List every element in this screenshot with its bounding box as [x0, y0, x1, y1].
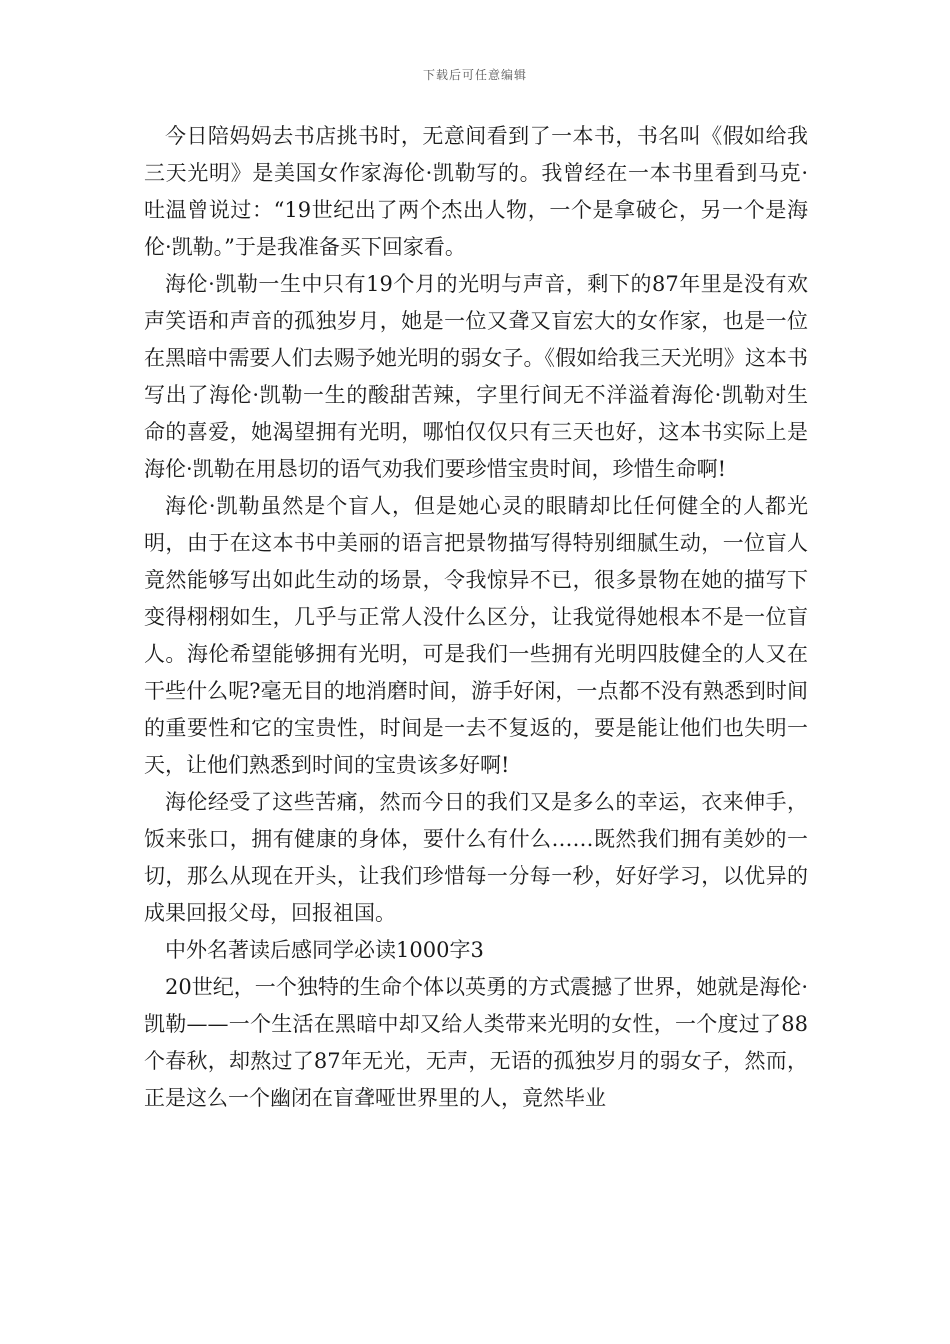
document-body	[144, 118, 808, 1117]
paragraph-3: 海伦·凯勒虽然是个盲人，但是她心灵的眼睛却比任何健全的人都光明，由于在这本书中美丽的语言把景物描写得特别细腻生动，一位盲人竟然能够写出如此生动的场景，令我惊异不已，很多景物在她的描写下变得栩栩如生，几乎与正常人没什么区分，让我觉得她根本不是一位盲人。海伦希望能够拥有光明，可是我们一些拥有光明四肢健全的人又在干些什么呢?毫无目的地消磨时间，游手好闲，一点都不没有熟悉到时间的重要性和它的宝贵性，时间是一去不复返的，要是能让他们也失明一天，让他们熟悉到时间的宝贵该多好啊!	[144, 494, 808, 777]
section-title: 中外名著读后感同学必读1000字3	[165, 938, 484, 962]
paragraph-1: 今日陪妈妈去书店挑书时，无意间看到了一本书，书名叫《假如给我三天光明》是美国女作家海伦·凯勒写的。我曾经在一本书里看到马克·吐温曾说过：“19世纪出了两个杰出人物，一个是拿破仑，另一个是海伦·凯勒。”于是我准备买下回家看。	[144, 124, 808, 259]
section-paragraph: 20世纪，一个独特的生命个体以英勇的方式震撼了世界，她就是海伦·凯勒——一个生活在黑暗中却又给人类带来光明的女性，一个度过了88个春秋，却熬过了87年无光，无声，无语的孤独岁月的弱女子，然而，正是这么一个幽闭在盲聋哑世界里的人，竟然毕业	[144, 975, 808, 1110]
page-header-note: 下载后可任意编辑	[422, 68, 527, 82]
paragraph-2: 海伦·凯勒一生中只有19个月的光明与声音，剩下的87年里是没有欢声笑语和声音的孤独岁月，她是一位又聋又盲宏大的女作家，也是一位在黑暗中需要人们去赐予她光明的弱女子。《假如给我三天光明》这本书写出了海伦·凯勒一生的酸甜苦辣，字里行间无不洋溢着海伦·凯勒对生命的喜爱，她渴望拥有光明，哪怕仅仅只有三天也好，这本书实际上是海伦·凯勒在用恳切的语气劝我们要珍惜宝贵时间，珍惜生命啊!	[144, 272, 808, 481]
paragraph-4: 海伦经受了这些苦痛，然而今日的我们又是多么的幸运，衣来伸手，饭来张口，拥有健康的身体，要什么有什么……既然我们拥有美妙的一切，那么从现在开头，让我们珍惜每一分每一秒，好好学习，以优异的成果回报父母，回报祖国。	[144, 790, 808, 925]
